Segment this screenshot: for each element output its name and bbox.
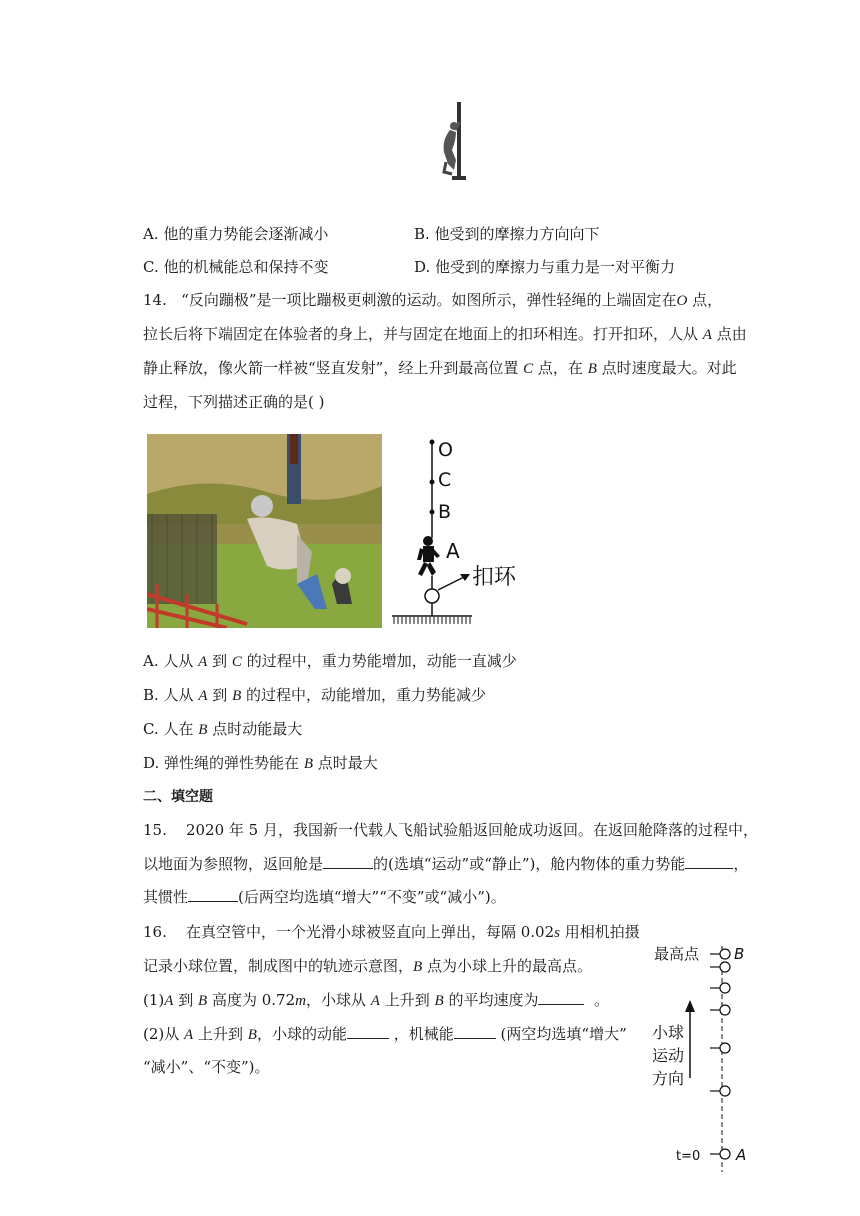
direction-label-2: 运动 — [652, 1046, 685, 1065]
diagram-label-o: O — [438, 439, 453, 461]
t0-label: t=0 — [676, 1149, 701, 1164]
diagram-label-b: B — [438, 501, 452, 523]
q15-line-3: 其惯性 (后两空均选填“增大”“不变”或“减小”)。 — [143, 888, 506, 906]
bungee-photo — [147, 434, 382, 628]
q14-text: 静止释放，像火箭一样被“竖直发射”，经上升到最高位置 — [143, 359, 519, 377]
q16-sub-1: (1)A 到 B 高度为 0.72m，小球从 A 上升到 B 的平均速度为 。 — [143, 991, 610, 1009]
top-point-label: 最高点 — [654, 945, 700, 963]
direction-label-3: 方向 — [652, 1069, 685, 1088]
answer-blank[interactable] — [347, 1024, 389, 1039]
q16-sub-2-cont: “减小”、“不变”)。 — [143, 1058, 270, 1076]
q16-number: 16. — [143, 923, 167, 941]
q14-text: 点由 — [716, 325, 747, 343]
q13-option-c: C. 他的机械能总和保持不变 — [143, 258, 329, 276]
q14-option-a: A. 人从 A 到 C 的过程中，重力势能增加，动能一直减少 — [143, 652, 517, 670]
var-c: C — [523, 361, 534, 377]
q13-option-a: A. 他的重力势能会逐渐减小 — [143, 225, 329, 243]
section-heading: 二、填空题 — [143, 789, 213, 805]
q15-number: 15. — [143, 821, 167, 839]
q14-option-c: C. 人在 B 点时动能最大 — [143, 720, 303, 738]
q13-option-d: D. 他受到的摩擦力与重力是一对平衡力 — [414, 258, 676, 276]
q13-option-b: B. 他受到的摩擦力方向向下 — [414, 225, 600, 243]
q14-option-d: D. 弹性绳的弹性势能在 B 点时最大 — [143, 754, 378, 772]
q15-line-1: 15. 2020 年 5 月，我国新一代载人飞船试验船返回舱成功返回。在返回舱降落的过程中， — [143, 821, 758, 839]
answer-blank[interactable] — [454, 1024, 496, 1039]
point-b-label: B — [734, 945, 745, 963]
diagram-label-ring: 扣环 — [472, 565, 517, 590]
direction-label-1: 小球 — [652, 1023, 685, 1042]
q14-stem-line-4: 过程，下列描述正确的是( ) — [143, 393, 325, 411]
q14-option-b: B. 人从 A 到 B 的过程中，动能增加，重力势能减少 — [143, 686, 487, 704]
q14-text: 点，在 — [537, 359, 583, 377]
answer-blank[interactable] — [188, 887, 238, 902]
q14-stem-line-1 — [143, 290, 722, 311]
answer-blank[interactable] — [538, 990, 584, 1005]
point-a-label: A — [736, 1146, 747, 1164]
q14-stem-line-3 — [143, 358, 737, 379]
q14-text: 点时速度最大。对此 — [601, 359, 737, 377]
q16-sub-2: (2)从 A 上升到 B，小球的动能 ，机械能 (两空均选填“增大” — [143, 1025, 627, 1043]
q16-line-2: 记录小球位置，制成图中的轨迹示意图，B 点为小球上升的最高点。 — [143, 957, 592, 975]
q14-stem-line-2 — [143, 324, 747, 345]
arrow-up-icon — [685, 1000, 695, 1012]
diagram-label-c: C — [438, 469, 452, 491]
q14-text: “反向蹦极”是一项比蹦极更刺激的运动。如图所示，弹性轻绳的上端固定在 — [181, 291, 677, 309]
person-icon — [417, 536, 440, 576]
q15-line-2: 以地面为参照物，返回舱是 的(选填“运动”或“静止”)，舱内物体的重力势能 ， — [143, 855, 749, 873]
answer-blank[interactable] — [323, 854, 373, 869]
trajectory-diagram — [648, 938, 768, 1178]
bungee-diagram — [390, 434, 530, 630]
var-a: A — [702, 327, 712, 343]
q16-line-1: 16. 在真空管中，一个光滑小球被竖直向上弹出，每隔 0.02s 用相机拍摄 — [143, 923, 640, 941]
q14-text: 点， — [692, 291, 723, 309]
diagram-label-a: A — [446, 539, 460, 563]
q14-number: 14. — [143, 291, 167, 309]
var-o: O — [676, 293, 688, 309]
climber-figure — [430, 100, 470, 182]
q14-text: 拉长后将下端固定在体验者的身上，并与固定在地面上的扣环相连。打开扣环，人从 — [143, 325, 699, 343]
var-b: B — [587, 361, 597, 377]
answer-blank[interactable] — [685, 854, 733, 869]
